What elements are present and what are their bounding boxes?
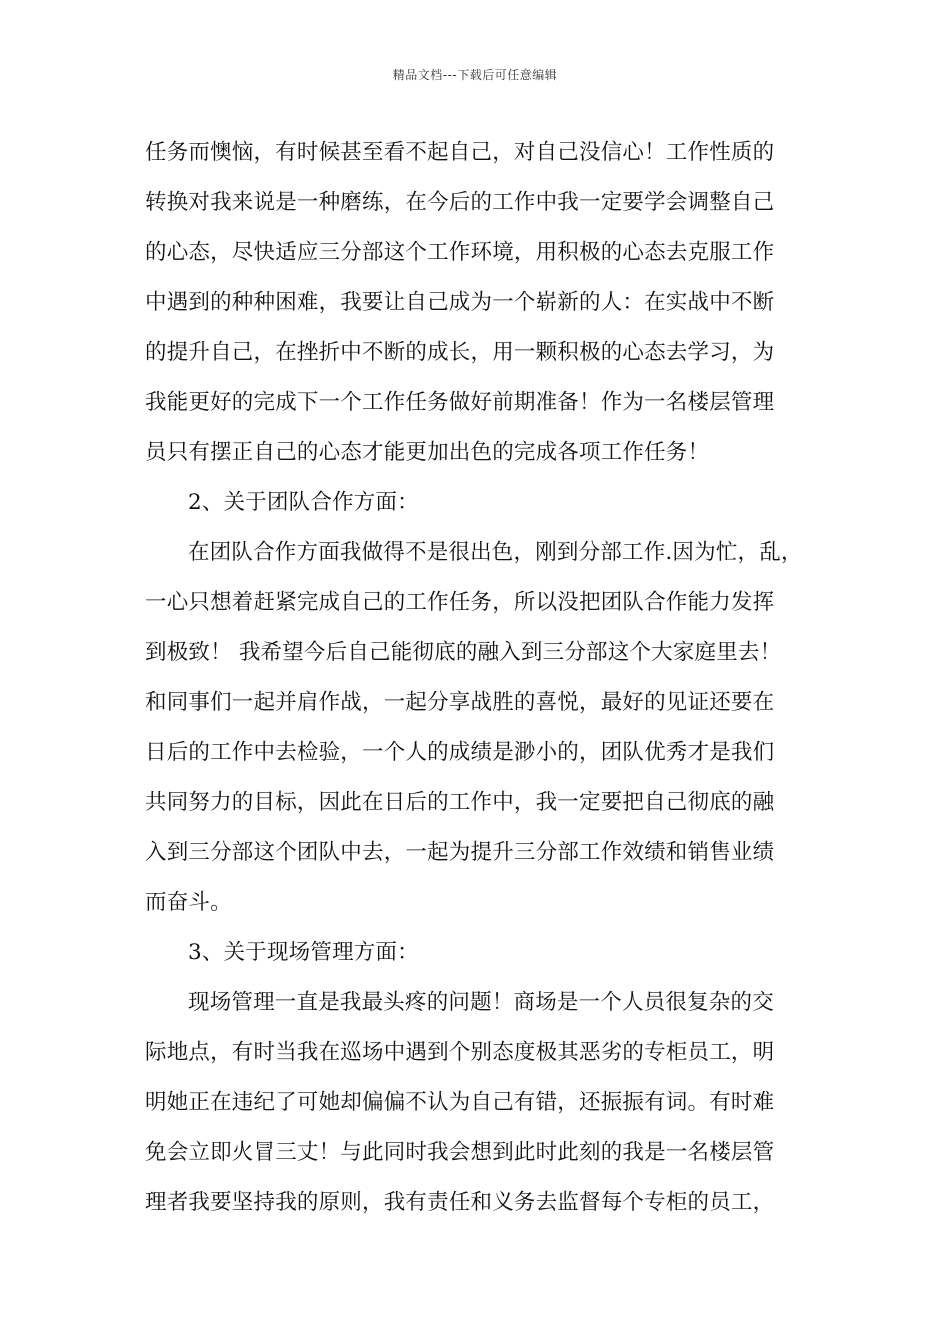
text-line: 免会立即火冒三丈！与此同时我会想到此时此刻的我是一名楼层管: [145, 1140, 775, 1165]
text-line: 到极致！ 我希望今后自己能彻底的融入到三分部这个大家庭里去！: [145, 640, 782, 665]
section-heading: 2、关于团队合作方面：: [188, 490, 419, 515]
text-line: 在团队合作方面我做得不是很出色，刚到分部工作.因为忙，乱，: [188, 540, 803, 565]
text-line: 明她正在违纪了可她却偏偏不认为自己有错，还振振有词。有时难: [145, 1090, 775, 1115]
text-line: 的提升自己，在挫折中不断的成长，用一颗积极的心态去学习，为: [145, 340, 775, 365]
text-line: 我能更好的完成下一个工作任务做好前期准备！作为一名楼层管理: [145, 390, 775, 415]
text-line: 一心只想着赶紧完成自己的工作任务，所以没把团队合作能力发挥: [145, 590, 775, 615]
text-line: 日后的工作中去检验，一个人的成绩是渺小的，团队优秀才是我们: [145, 740, 775, 765]
text-line: 现场管理一直是我最头疼的问题！商场是一个人员很复杂的交: [188, 990, 774, 1015]
text-line: 际地点，有时当我在巡场中遇到个别态度极其恶劣的专柜员工，明: [145, 1040, 775, 1065]
text-line: 的心态，尽快适应三分部这个工作环境，用积极的心态去克服工作: [145, 240, 775, 265]
text-line: 和同事们一起并肩作战，一起分享战胜的喜悦，最好的见证还要在: [145, 690, 775, 715]
text-line: 中遇到的种种困难，我要让自己成为一个崭新的人：在实战中不断: [145, 290, 775, 315]
page-header: 精品文档---下载后可任意编辑: [392, 68, 558, 82]
text-line: 而奋斗。: [145, 890, 232, 915]
text-line: 共同努力的目标，因此在日后的工作中，我一定要把自己彻底的融: [145, 790, 775, 815]
text-line: 入到三分部这个团队中去，一起为提升三分部工作效绩和销售业绩: [145, 840, 775, 865]
text-line: 转换对我来说是一种磨练，在今后的工作中我一定要学会调整自己: [145, 190, 775, 215]
section-heading: 3、关于现场管理方面：: [188, 940, 419, 965]
text-line: 员只有摆正自己的心态才能更加出色的完成各项工作任务！: [145, 440, 710, 465]
document-body: [145, 133, 815, 1233]
text-line: 理者我要坚持我的原则，我有责任和义务去监督每个专柜的员工，: [145, 1190, 775, 1215]
text-line: 任务而懊恼，有时候甚至看不起自己，对自己没信心！工作性质的: [145, 140, 775, 165]
